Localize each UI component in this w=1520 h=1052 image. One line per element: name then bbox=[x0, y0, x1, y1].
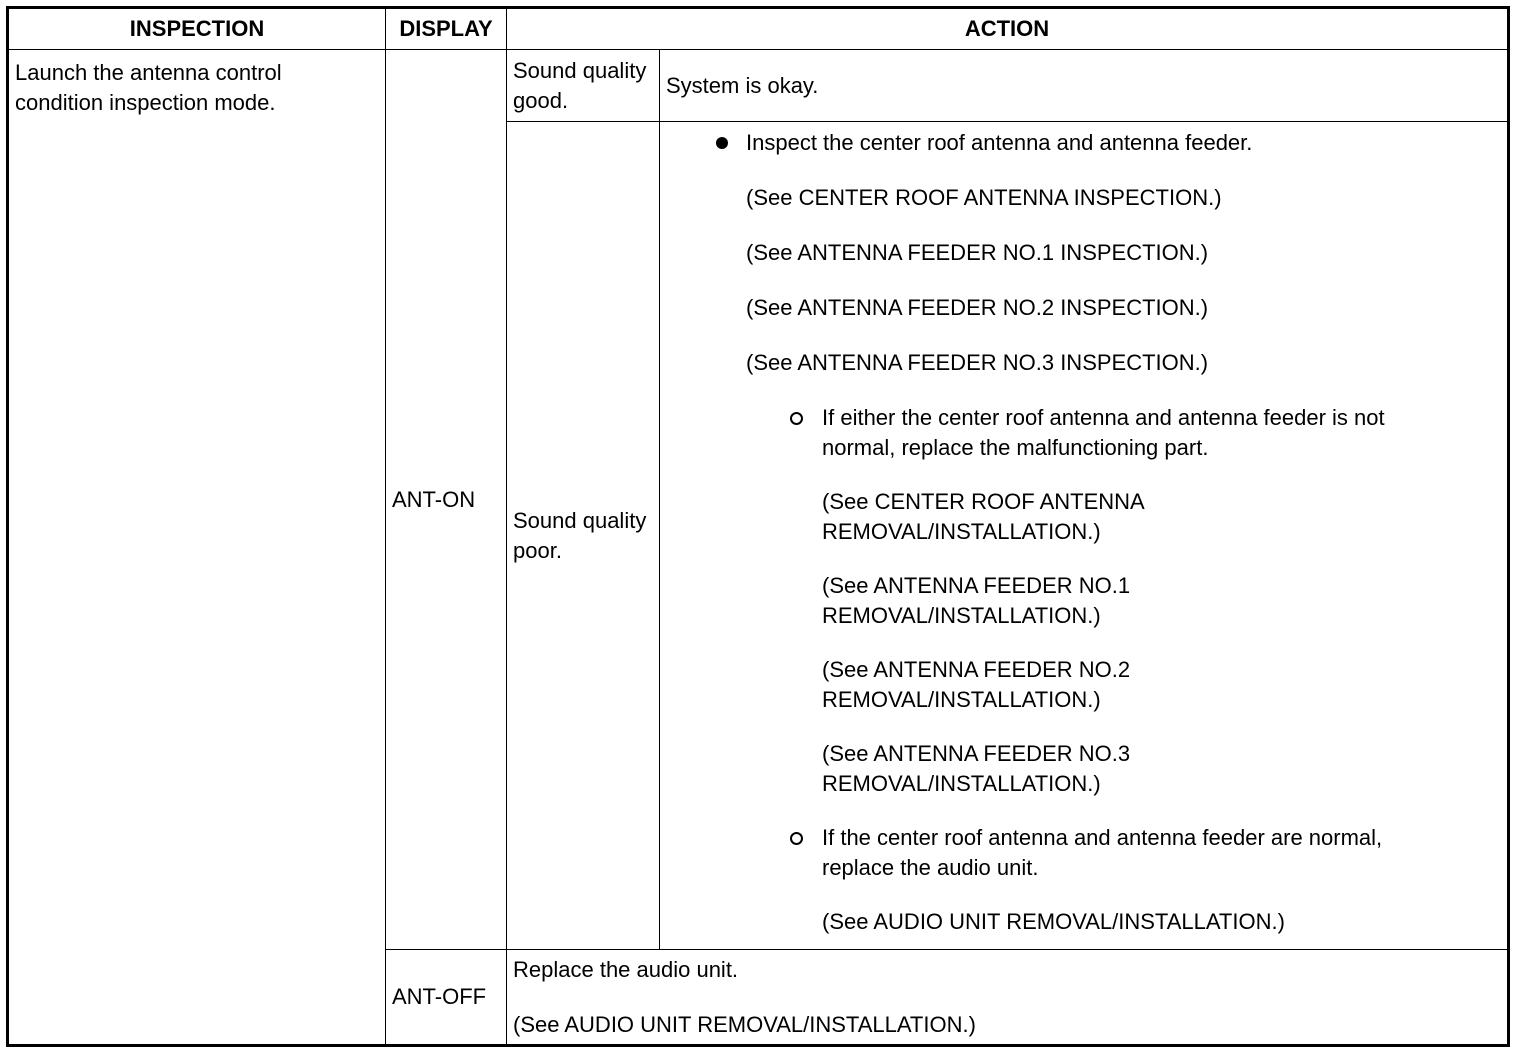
display-ant-on: ANT-ON bbox=[386, 50, 507, 950]
sub-bullet-text: If either the center roof antenna and antenna feeder is not normal, replace the malfunctioning part. bbox=[822, 405, 1385, 460]
reference-link[interactable]: (See ANTENNA FEEDER NO.3 INSPECTION.) bbox=[746, 350, 1209, 375]
condition-good bbox=[507, 50, 660, 122]
header-action: ACTION bbox=[507, 8, 1509, 50]
display-ant-off: ANT-OFF bbox=[386, 950, 507, 1046]
header-display: DISPLAY bbox=[386, 8, 507, 50]
sub-bullet-text: If the center roof antenna and antenna feeder are normal, replace the audio unit. bbox=[822, 825, 1383, 880]
action-list bbox=[512, 122, 1507, 941]
condition-good-text: Sound quality good. bbox=[513, 57, 647, 113]
list-item bbox=[512, 403, 1442, 463]
header-inspection: INSPECTION bbox=[8, 8, 386, 50]
reference-link[interactable]: (See AUDIO UNIT REMOVAL/INSTALLATION.) bbox=[822, 909, 1285, 934]
header-row bbox=[8, 8, 1509, 50]
open-circle-bullet-icon bbox=[790, 412, 803, 425]
condition-poor-text: Sound quality poor. bbox=[513, 507, 647, 563]
ant-off-action-text: Replace the audio unit. bbox=[513, 956, 739, 982]
inspection-table bbox=[6, 6, 1510, 1047]
reference-link[interactable]: (See CENTER ROOF ANTENNA INSPECTION.) bbox=[746, 185, 1222, 210]
inspection-cell bbox=[8, 50, 386, 1046]
table-row bbox=[8, 50, 1509, 122]
reference-link[interactable]: (See AUDIO UNIT REMOVAL/INSTALLATION.) bbox=[513, 1011, 976, 1037]
action-poor bbox=[660, 122, 1509, 950]
open-circle-bullet-icon bbox=[790, 832, 803, 845]
list-item bbox=[512, 823, 1442, 883]
reference-link[interactable]: (See ANTENNA FEEDER NO.1 INSPECTION.) bbox=[746, 240, 1209, 265]
reference-link[interactable]: (See ANTENNA FEEDER NO.3 REMOVAL/INSTALLATION.) bbox=[822, 741, 1131, 796]
inspection-text: Launch the antenna control condition inspection mode. bbox=[15, 60, 282, 115]
list-item bbox=[512, 128, 1507, 158]
reference-link[interactable]: (See ANTENNA FEEDER NO.1 REMOVAL/INSTALLATION.) bbox=[822, 573, 1131, 628]
reference-link[interactable]: (See CENTER ROOF ANTENNA REMOVAL/INSTALLATION.) bbox=[822, 489, 1144, 544]
action-ant-off bbox=[507, 950, 1509, 1046]
bullet-dot-icon bbox=[716, 137, 728, 149]
reference-link[interactable]: (See ANTENNA FEEDER NO.2 INSPECTION.) bbox=[746, 295, 1209, 320]
bullet-text: Inspect the center roof antenna and antenna feeder. bbox=[746, 130, 1253, 155]
action-good: System is okay. bbox=[660, 50, 1509, 122]
reference-link[interactable]: (See ANTENNA FEEDER NO.2 REMOVAL/INSTALLATION.) bbox=[822, 657, 1131, 712]
